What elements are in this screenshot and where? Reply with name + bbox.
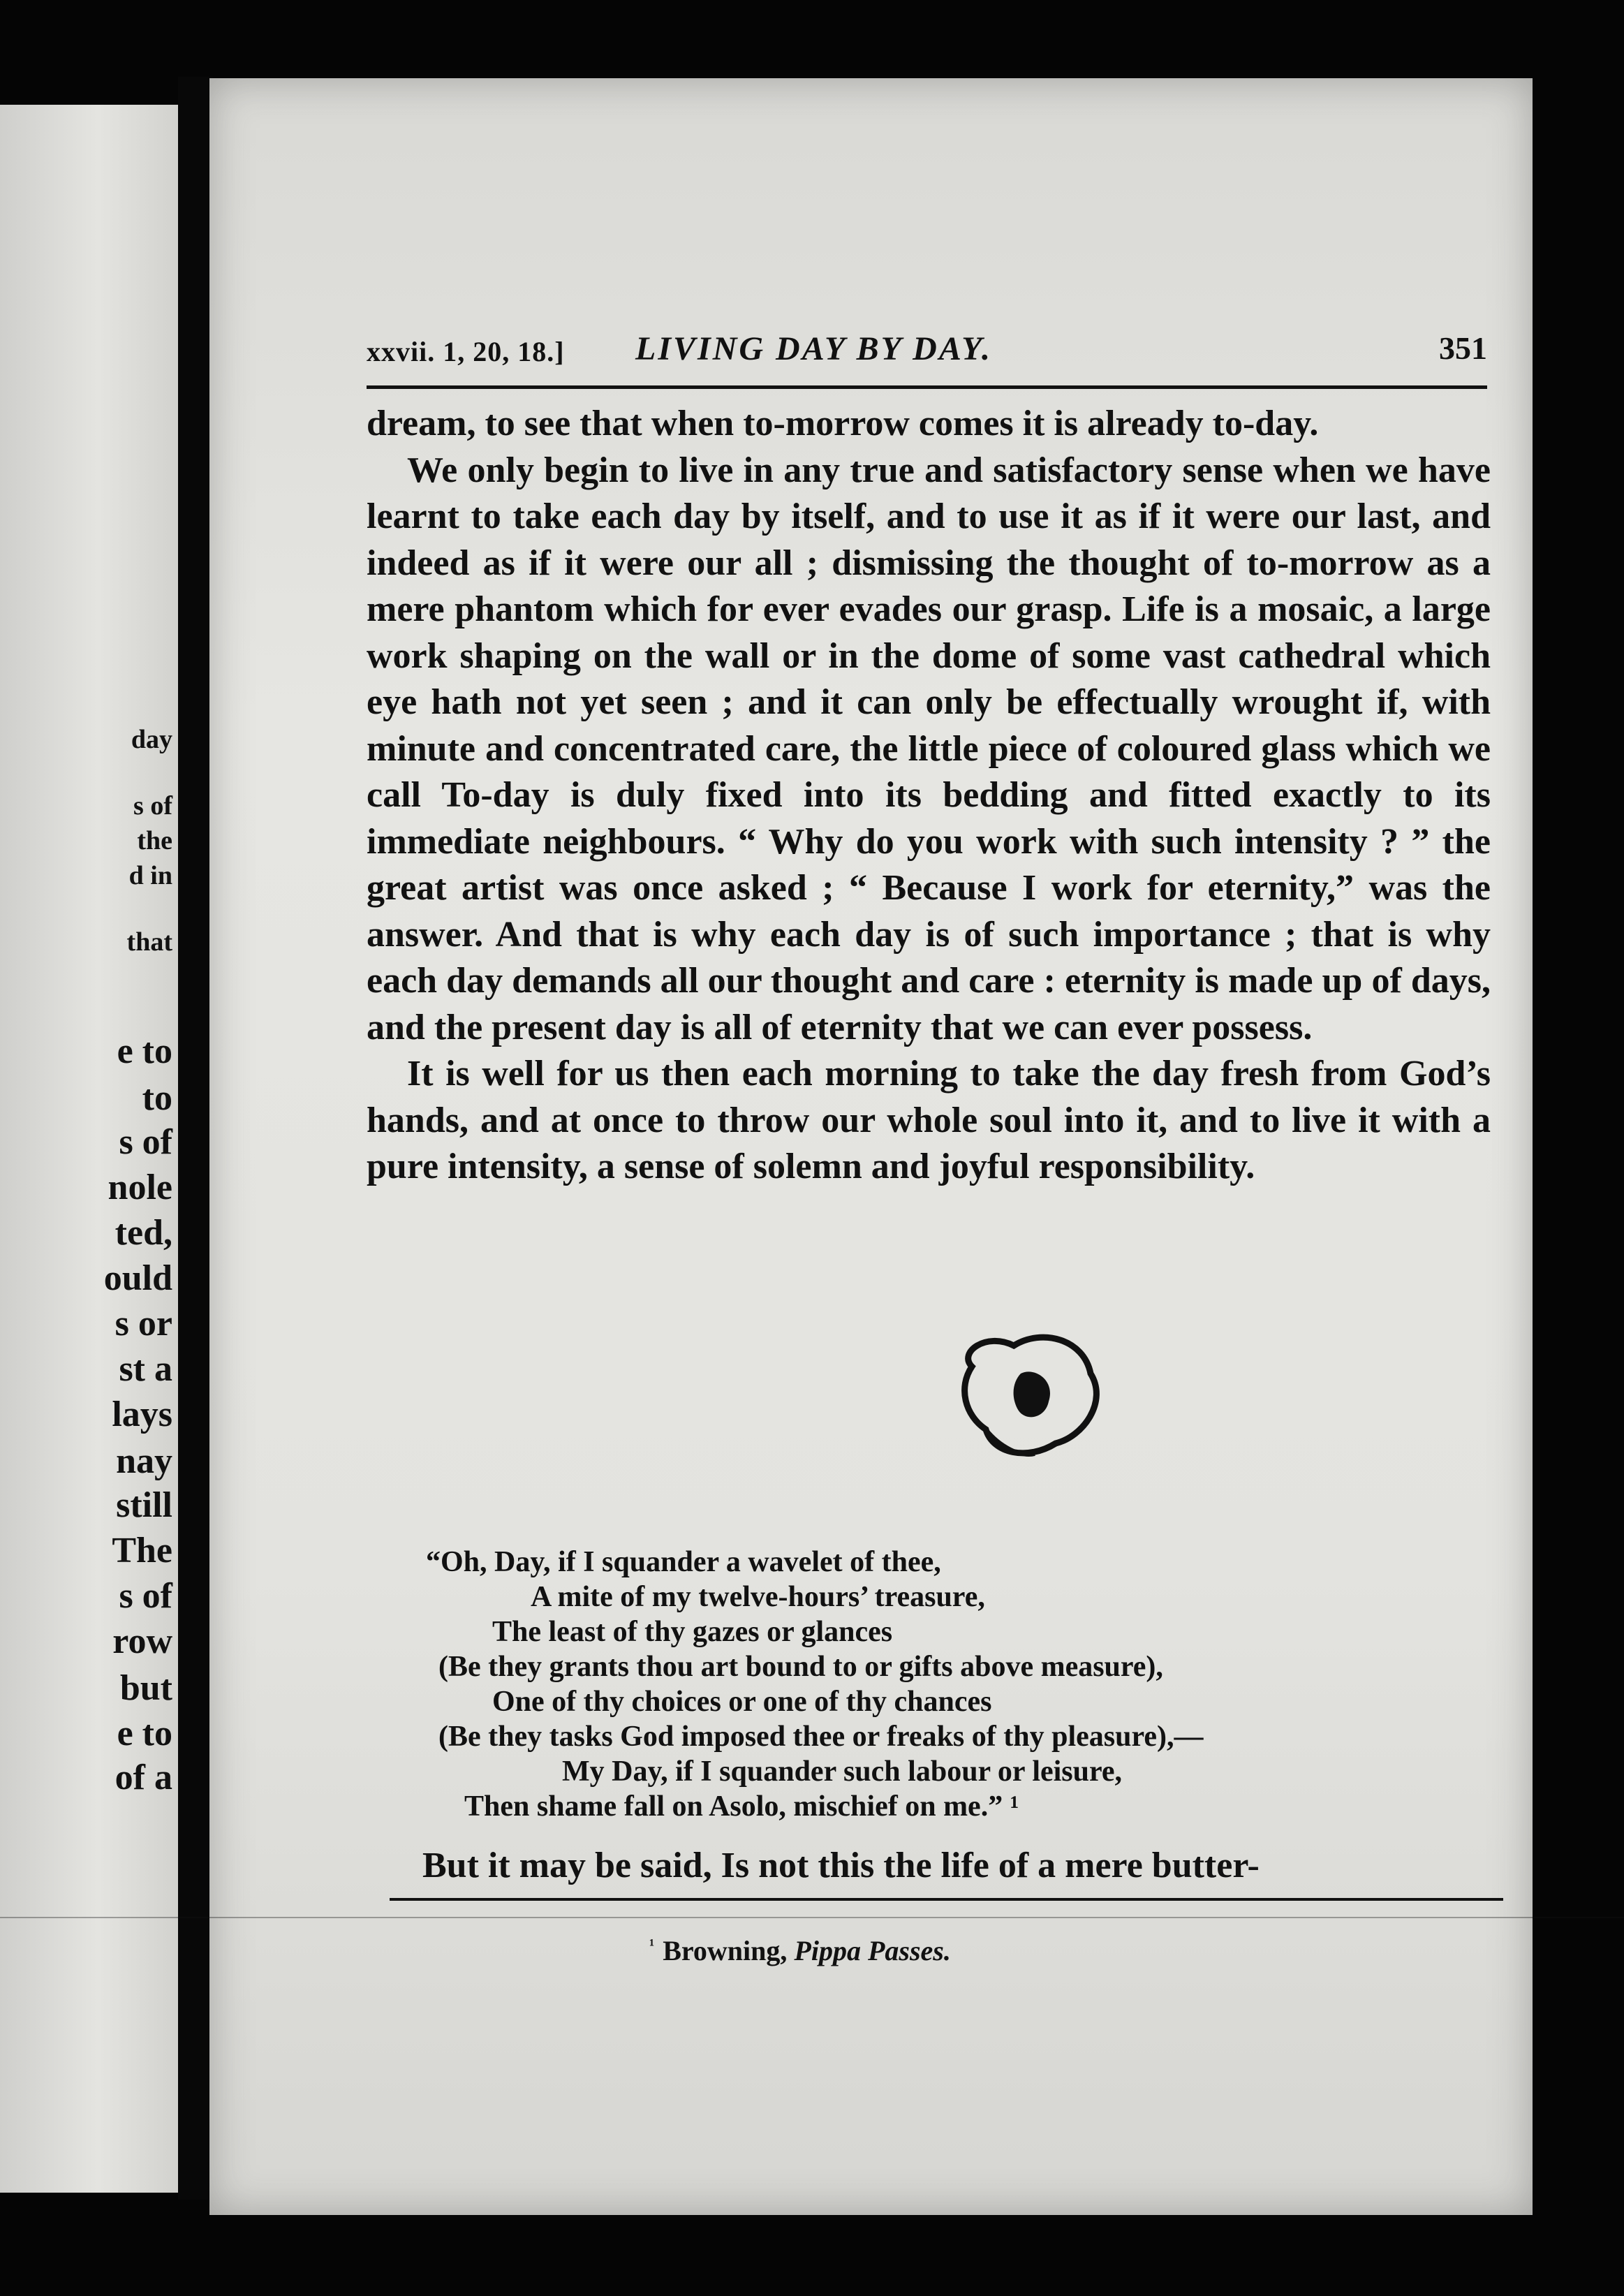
left-page-text-fragment: s of <box>133 791 172 820</box>
footnote-rule <box>390 1898 1503 1901</box>
left-page-text-fragment: that <box>126 927 172 957</box>
left-page-text-fragment: d in <box>128 861 172 890</box>
left-page-text-fragment: st a <box>119 1349 172 1389</box>
verse-quotation <box>426 1545 1403 1824</box>
left-page-text-fragment: s or <box>115 1304 172 1344</box>
footnote-author: Browning, <box>663 1935 788 1966</box>
book-gutter <box>178 77 213 2200</box>
verse-line: (Be they tasks God imposed thee or freaks of thy pleasure),— <box>438 1721 1204 1753</box>
left-page-text-fragment: e to <box>117 1714 172 1753</box>
page-number: 351 <box>1439 330 1487 366</box>
left-page-text-fragment: day <box>131 725 172 754</box>
left-page-text-fragment: s of <box>119 1122 172 1162</box>
closing-line: But it may be said, Is not this the life of a mere butter- <box>422 1846 1260 1885</box>
left-page-text-fragment: e to <box>117 1031 172 1071</box>
verse-line: A mite of my twelve-hours’ treasure, <box>531 1581 985 1613</box>
running-head <box>367 328 1487 370</box>
header-rule <box>367 385 1487 389</box>
body-text <box>367 401 1491 1191</box>
verse-line: “Oh, Day, if I squander a wavelet of thee, <box>426 1546 941 1578</box>
paragraph-2: We only begin to live in any true and satisfactory sense when we have learnt to take each day by itself, and to use it as if it were our last, and indeed as if it were our all ; dismissing the thought of to-morrow as a mere phantom which for ever evades our grasp. Life is a mosaic, a large work shaping on the wall or in the dome of some vast cathedral which eye hath not yet seen ; and it can only be effectually wrought if, with minute and concentrated care, the little piece of coloured glass which we call To-day is duly fixed into its bedding and fitted exactly to its immediate neighbours. “ Why do you work with such intensity ? ” the great artist was once asked ; “ Because I work for eternity,” was the answer. And that is why each day is of such importance ; that is why each day demands all our thought and care : eternity is made up of days, and the present day is all of eternity that we can ever possess. <box>367 450 1491 1047</box>
left-page-text-fragment: still <box>116 1485 172 1525</box>
chapter-reference: xxvii. 1, 20, 18.] <box>367 336 565 367</box>
paragraph-3: It is well for us then each morning to take the day fresh from God’s hands, and at once to throw our whole soul into it, and to live it with a pure intensity, a sense of solemn and joyful responsibility. <box>367 1054 1491 1186</box>
left-page-text-fragment: row <box>112 1621 172 1661</box>
verse-line: The least of thy gazes or glances <box>492 1616 893 1648</box>
scan-line <box>0 1917 1624 1918</box>
verse-line: (Be they grants thou art bound to or gifts above measure), <box>438 1651 1163 1683</box>
running-title: LIVING DAY BY DAY. <box>635 330 992 367</box>
left-page-text-fragment: of a <box>115 1758 172 1797</box>
left-page-text-fragment: s of <box>119 1576 172 1616</box>
footnote-work: Pippa Passes. <box>794 1935 951 1966</box>
left-page-text-fragment: but <box>119 1668 172 1708</box>
left-page-text-fragment: lays <box>112 1394 172 1434</box>
left-page-text-fragment: to <box>142 1078 172 1118</box>
left-page-text-fragment: The <box>112 1531 172 1570</box>
left-page-text-fragment: nay <box>116 1441 172 1481</box>
footnote <box>649 1934 951 1967</box>
ink-blot <box>944 1325 1112 1464</box>
footnote-marker: ¹ <box>649 1936 655 1955</box>
left-page-text-fragment: ould <box>103 1258 172 1298</box>
verse-line: My Day, if I squander such labour or leisure, <box>562 1756 1123 1788</box>
verse-line: One of thy choices or one of thy chances <box>492 1686 992 1718</box>
verse-line: Then shame fall on Asolo, mischief on me.” ¹ <box>464 1790 1019 1823</box>
paragraph-1: dream, to see that when to-morrow comes it is already to-day. <box>367 404 1319 443</box>
left-page-fragment <box>0 105 178 2193</box>
right-page <box>209 78 1533 2215</box>
left-page-text-fragment: nole <box>108 1168 172 1207</box>
left-page-text-fragment: the <box>137 826 172 855</box>
left-page-text-fragment: ted, <box>115 1213 172 1253</box>
